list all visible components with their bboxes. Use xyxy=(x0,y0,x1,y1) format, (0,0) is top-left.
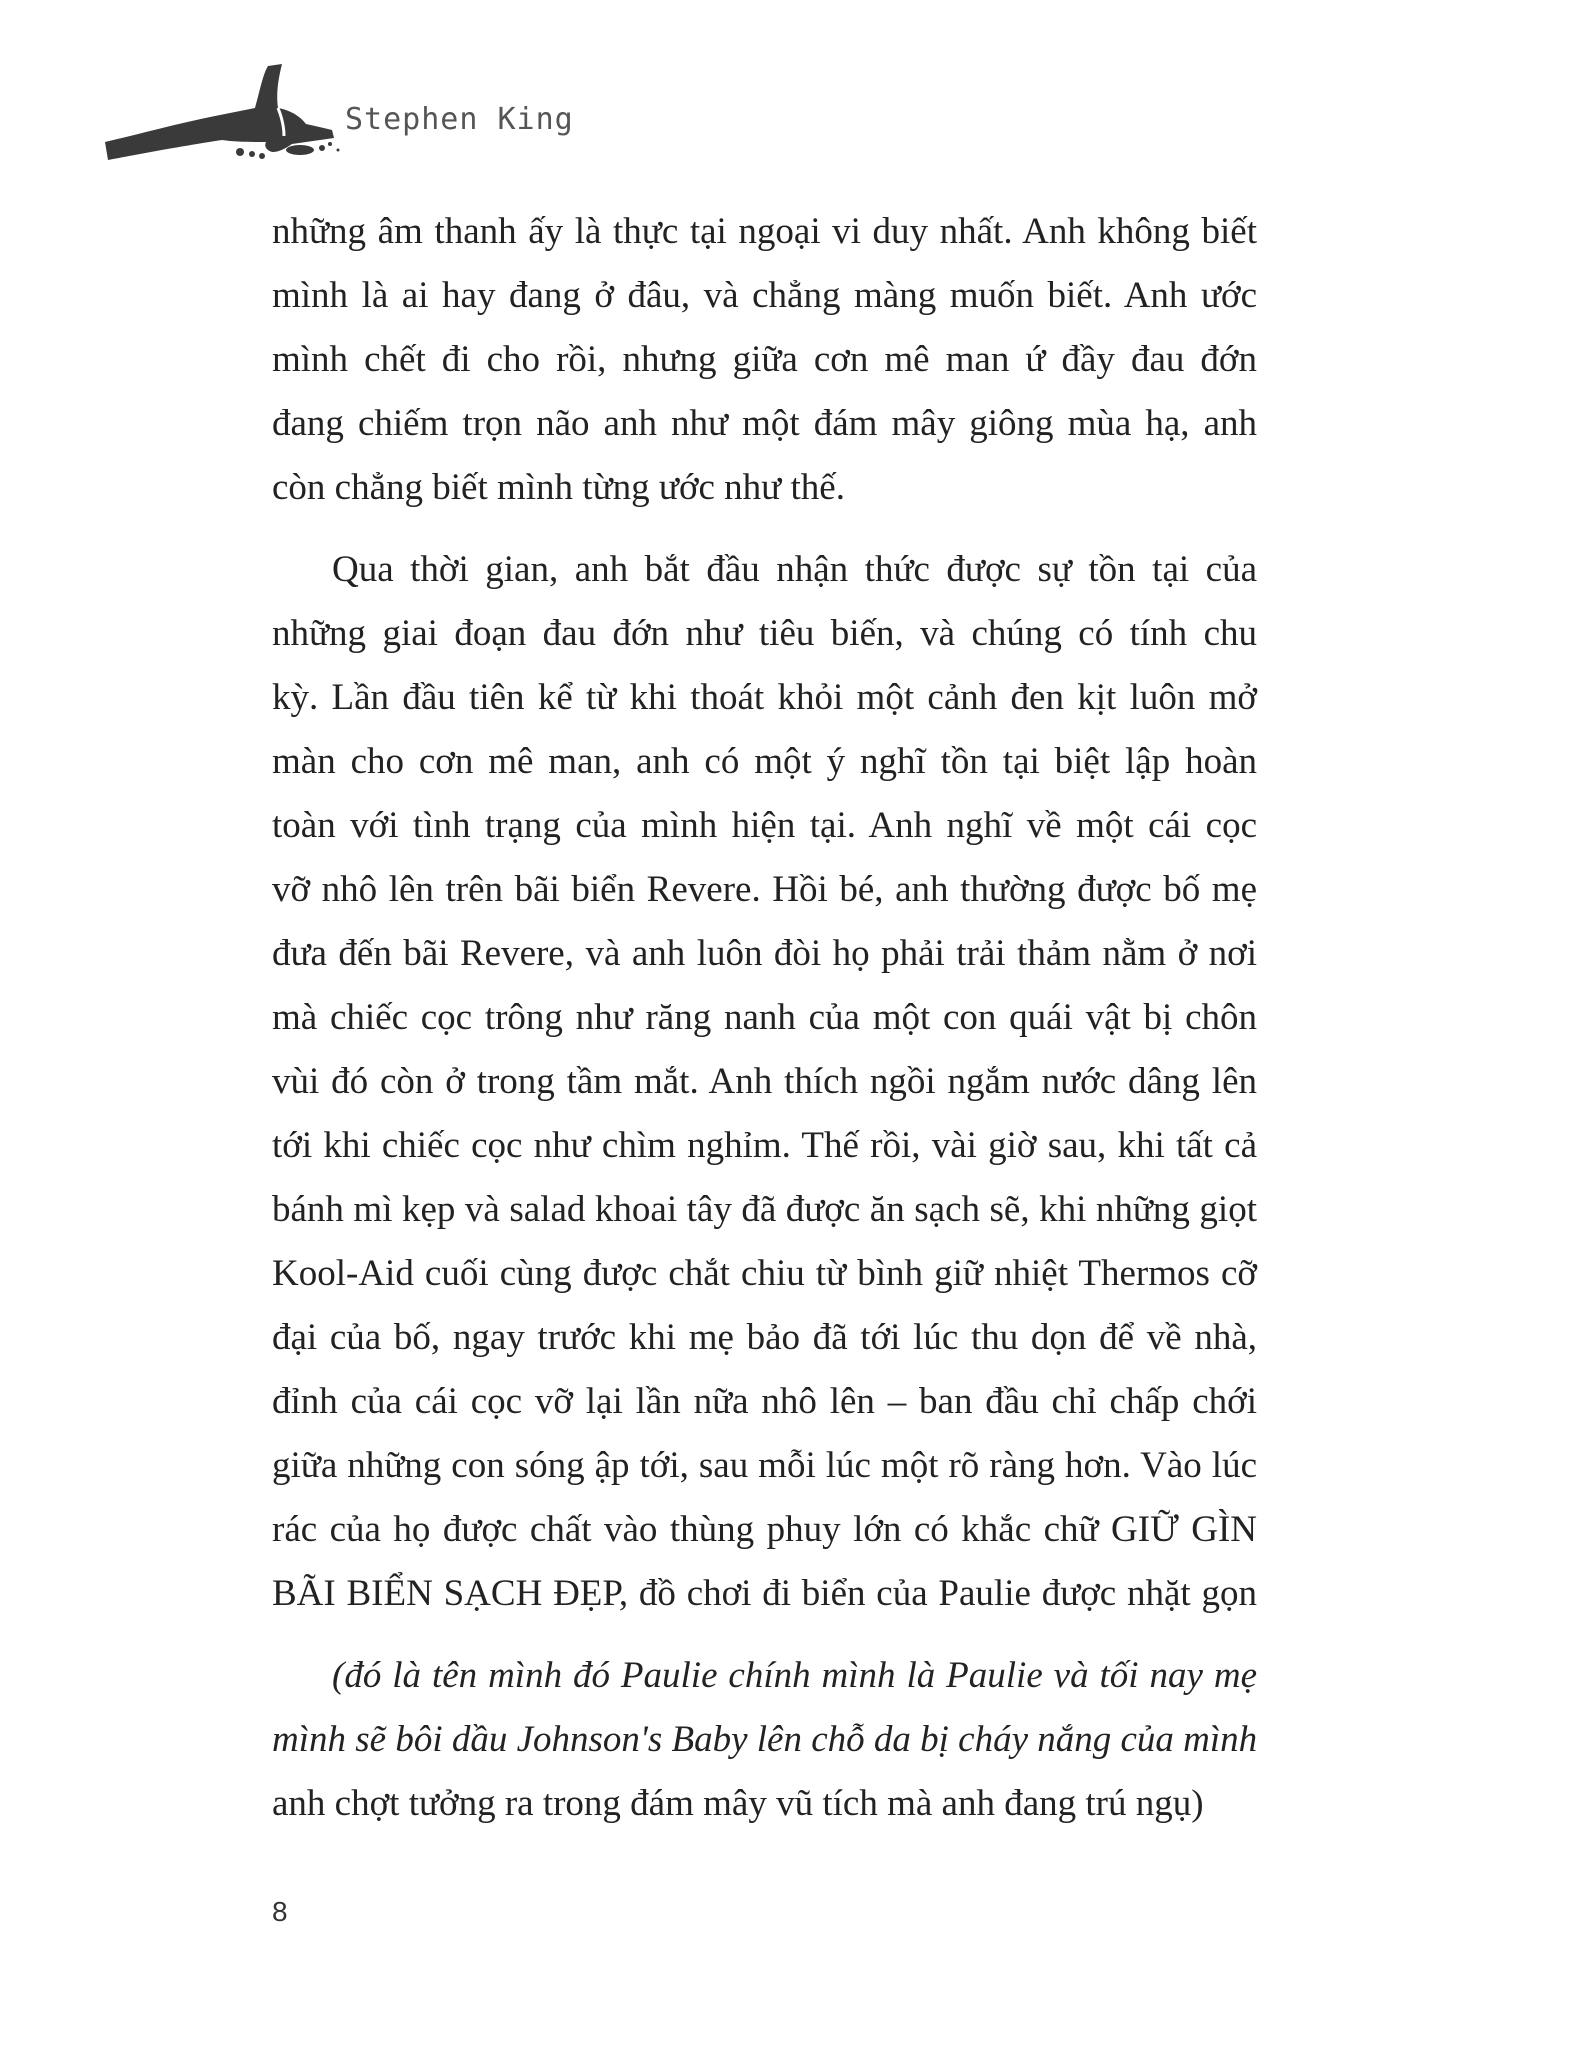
paragraph-3 xyxy=(272,1644,1257,1836)
text-line: còn chẳng biết mình từng ước như thế. xyxy=(272,467,845,508)
text-line: mình sẽ bôi dầu Johnson's Baby lên chỗ da bị cháy nắng của mình xyxy=(272,1719,1258,1760)
text-line: vùi đó còn ở trong tầm mắt. Anh thích ngồi ngắm nước dâng lên xyxy=(272,1061,1257,1102)
text-line: đại của bố, ngay trước khi mẹ bảo đã tới lúc thu dọn để về nhà, xyxy=(272,1317,1257,1358)
text-line: đỉnh của cái cọc vỡ lại lần nữa nhô lên – ban đầu chỉ chấp chới xyxy=(272,1381,1257,1422)
text-line: những giai đoạn đau đớn như tiêu biến, và chúng có tính chu xyxy=(272,613,1257,654)
text-line: màn cho cơn mê man, anh có một ý nghĩ tồn tại biệt lập hoàn xyxy=(272,741,1257,782)
paragraph-2 xyxy=(272,538,1257,1626)
text-line: BÃI BIỂN SẠCH ĐẸP, đồ chơi đi biển của Paulie được nhặt gọn xyxy=(272,1573,1257,1614)
text-line: đang chiếm trọn não anh như một đám mây giông mùa hạ, anh xyxy=(272,403,1257,444)
text-line: giữa những con sóng ập tới, sau mỗi lúc một rõ ràng hơn. Vào lúc xyxy=(272,1445,1257,1486)
text-line: (đó là tên mình đó Paulie chính mình là Paulie và tối nay mẹ xyxy=(332,1655,1257,1696)
text-line: mình chết đi cho rồi, nhưng giữa cơn mê man ứ đầy đau đớn xyxy=(272,339,1257,380)
text-line: đưa đến bãi Revere, và anh luôn đòi họ phải trải thảm nằm ở nơi xyxy=(272,933,1257,974)
body-text xyxy=(272,200,1257,1836)
author-name: Stephen King xyxy=(345,102,574,137)
text-line: mà chiếc cọc trông như răng nanh của một con quái vật bị chôn xyxy=(272,997,1257,1038)
text-line: Kool-Aid cuối cùng được chắt chiu từ bình giữ nhiệt Thermos cỡ xyxy=(272,1253,1257,1294)
paragraph-1 xyxy=(272,200,1257,520)
text-line: toàn với tình trạng của mình hiện tại. Anh nghĩ về một cái cọc xyxy=(272,805,1257,846)
text-line: rác của họ được chất vào thùng phuy lớn có khắc chữ GIỮ GÌN xyxy=(272,1509,1257,1550)
page-number: 8 xyxy=(272,1896,288,1927)
text-line: anh chợt tưởng ra trong đám mây vũ tích mà anh đang trú ngụ) xyxy=(272,1783,1204,1824)
running-header xyxy=(100,60,620,160)
text-line: kỳ. Lần đầu tiên kể từ khi thoát khỏi một cảnh đen kịt luôn mở xyxy=(272,677,1257,718)
text-line: vỡ nhô lên trên bãi biển Revere. Hồi bé, anh thường được bố mẹ xyxy=(272,869,1257,910)
text-line: tới khi chiếc cọc như chìm nghỉm. Thế rồi, vài giờ sau, khi tất cả xyxy=(272,1125,1257,1166)
text-line: Qua thời gian, anh bắt đầu nhận thức được sự tồn tại của xyxy=(332,549,1257,590)
text-line: những âm thanh ấy là thực tại ngoại vi duy nhất. Anh không biết xyxy=(272,211,1257,252)
brush-stroke-logo-icon xyxy=(100,60,345,160)
text-line: mình là ai hay đang ở đâu, và chẳng màng muốn biết. Anh ước xyxy=(272,275,1257,316)
text-line: bánh mì kẹp và salad khoai tây đã được ăn sạch sẽ, khi những giọt xyxy=(272,1189,1257,1230)
